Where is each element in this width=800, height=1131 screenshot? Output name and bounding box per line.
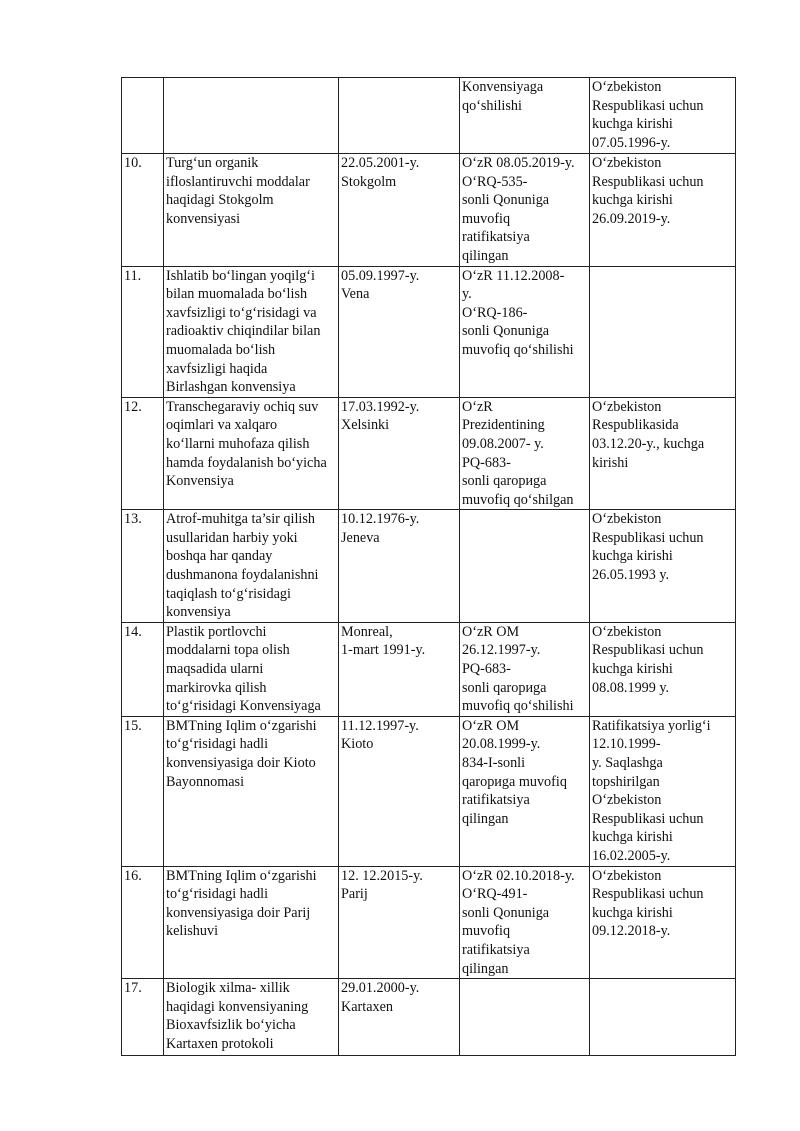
adoption-date-place-cell: Monreal, 1-mart 1991-y.: [339, 622, 460, 716]
convention-name-cell: Plastik portlovchi moddalarni topa olish maqsadida ularni markirovka qilish to‘g‘risidagi Konvensiyaga: [164, 622, 339, 716]
legal-document-cell: Konvensiyaga qo‘shilishi: [460, 78, 590, 154]
adoption-date-place-cell: 22.05.2001-y. Stokgolm: [339, 154, 460, 267]
table-row: [122, 397, 736, 510]
table-row: [122, 266, 736, 397]
legal-document-cell: [460, 510, 590, 623]
table-row: [122, 78, 736, 154]
entry-into-force-cell: [590, 266, 736, 397]
convention-name-cell: Ishlatib bo‘lingan yoqilg‘i bilan muomalada bo‘lish xavfsizligi to‘g‘risidagi va radioaktiv chiqindilar bilan muomalada bo‘lish xavfsizligi haqida Birlashgan konvensiya: [164, 266, 339, 397]
legal-document-cell: O‘zR 02.10.2018-y. O‘RQ-491- sonli Qonuniga muvofiq ratifikatsiya qilingan: [460, 866, 590, 979]
entry-into-force-cell: O‘zbekiston Respublikasi uchun kuchga kirishi 08.08.1999 y.: [590, 622, 736, 716]
table-row: [122, 510, 736, 623]
legal-document-cell: O‘zR 11.12.2008- y. O‘RQ-186- sonli Qonuniga muvofiq qo‘shilishi: [460, 266, 590, 397]
adoption-date-place-cell: 29.01.2000-y. Kartaxen: [339, 979, 460, 1056]
adoption-date-place-cell: 17.03.1992-y. Xelsinki: [339, 397, 460, 510]
legal-document-cell: O‘zR Prezidentining 09.08.2007- y. PQ-683- sonli qarориga muvofiq qo‘shilgan: [460, 397, 590, 510]
row-number-cell: [122, 78, 164, 154]
convention-name-cell: Transchegaraviy ochiq suv oqimlari va xalqaro ko‘llarni muhofaza qilish hamda foydalanish bo‘yicha Konvensiya: [164, 397, 339, 510]
adoption-date-place-cell: 12. 12.2015-y. Parij: [339, 866, 460, 979]
entry-into-force-cell: O‘zbekiston Respublikasi uchun kuchga kirishi 26.05.1993 y.: [590, 510, 736, 623]
table-row: [122, 154, 736, 267]
adoption-date-place-cell: 11.12.1997-y. Kioto: [339, 716, 460, 866]
legal-document-cell: O‘zR 08.05.2019-y. O‘RQ-535- sonli Qonuniga muvofiq ratifikatsiya qilingan: [460, 154, 590, 267]
table-row: [122, 866, 736, 979]
row-number-cell: 13.: [122, 510, 164, 623]
convention-name-cell: [164, 78, 339, 154]
legal-document-cell: [460, 979, 590, 1056]
table-row: [122, 716, 736, 866]
adoption-date-place-cell: [339, 78, 460, 154]
legal-document-cell: O‘zR OM 26.12.1997-y. PQ-683- sonli qarориga muvofiq qo‘shilishi: [460, 622, 590, 716]
row-number-cell: 17.: [122, 979, 164, 1056]
convention-name-cell: Atrof-muhitga ta’sir qilish usullaridan harbiy yoki boshqa har qanday dushmanona foydalanishni taqiqlash to‘g‘risidagi konvensiya: [164, 510, 339, 623]
entry-into-force-cell: O‘zbekiston Respublikasi uchun kuchga kirishi 26.09.2019-y.: [590, 154, 736, 267]
convention-name-cell: Turg‘un organik ifloslantiruvchi moddalar haqidagi Stokgolm konvensiyasi: [164, 154, 339, 267]
entry-into-force-cell: O‘zbekiston Respublikasi uchun kuchga kirishi 09.12.2018-y.: [590, 866, 736, 979]
row-number-cell: 10.: [122, 154, 164, 267]
adoption-date-place-cell: 05.09.1997-y. Vena: [339, 266, 460, 397]
row-number-cell: 11.: [122, 266, 164, 397]
conventions-table: [121, 77, 736, 1056]
entry-into-force-cell: [590, 979, 736, 1056]
convention-name-cell: Biologik xilma- xillik haqidagi konvensiyaning Bioxavfsizlik bo‘yicha Kartaxen protokoli: [164, 979, 339, 1056]
convention-name-cell: BMTning Iqlim o‘zgarishi to‘g‘risidagi hadli konvensiyasiga doir Parij kelishuvi: [164, 866, 339, 979]
row-number-cell: 12.: [122, 397, 164, 510]
row-number-cell: 16.: [122, 866, 164, 979]
entry-into-force-cell: Ratifikatsiya yorlig‘i 12.10.1999- y. Saqlashga topshirilgan O‘zbekiston Respublikasi uchun kuchga kirishi 16.02.2005-y.: [590, 716, 736, 866]
row-number-cell: 14.: [122, 622, 164, 716]
entry-into-force-cell: O‘zbekiston Respublikasida 03.12.20-y., kuchga kirishi: [590, 397, 736, 510]
legal-document-cell: O‘zR OM 20.08.1999-y. 834-I-sonli qarориga muvofiq ratifikatsiya qilingan: [460, 716, 590, 866]
adoption-date-place-cell: 10.12.1976-y. Jeneva: [339, 510, 460, 623]
entry-into-force-cell: O‘zbekiston Respublikasi uchun kuchga kirishi 07.05.1996-y.: [590, 78, 736, 154]
table-row: [122, 622, 736, 716]
row-number-cell: 15.: [122, 716, 164, 866]
convention-name-cell: BMTning Iqlim o‘zgarishi to‘g‘risidagi hadli konvensiyasiga doir Kioto Bayonnomasi: [164, 716, 339, 866]
table-row: [122, 979, 736, 1056]
